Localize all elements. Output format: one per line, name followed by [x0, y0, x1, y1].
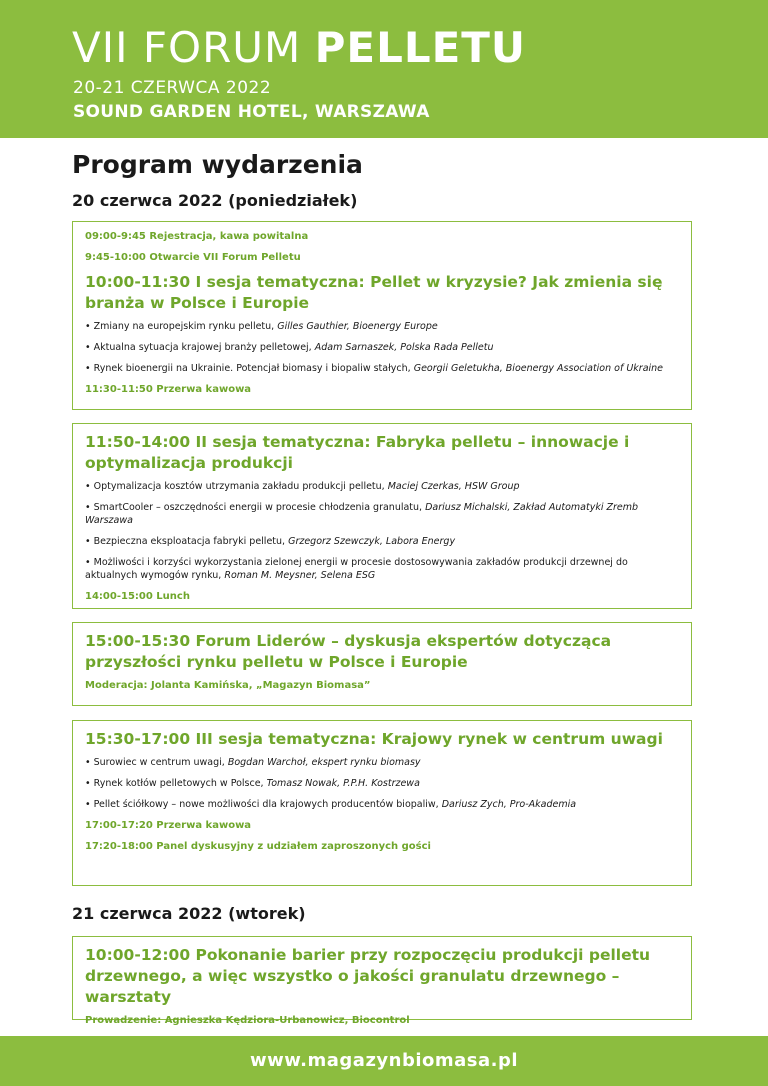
opening-line: 9:45-10:00 Otwarcie VII Forum Pelletu [85, 252, 301, 263]
talk-topic: • Optymalizacja kosztów utrzymania zakładu produkcji pelletu, [85, 481, 388, 492]
header-banner [0, 0, 768, 138]
event-dates: 20-21 CZERWCA 2022 [73, 78, 272, 98]
talk-speaker: Gilles Gauthier, Bioenergy Europe [277, 321, 438, 332]
talk-item [85, 480, 679, 493]
talk-topic: • Bezpieczna eksploatacja fabryki pelletu, [85, 536, 289, 547]
talk-item [85, 341, 679, 354]
session-3-title: 15:00-15:30 Forum Liderów – dyskusja ekspertów dotycząca przyszłości rynku pelletu w Polsce i Europie [85, 632, 612, 671]
talk-topic: • Zmiany na europejskim rynku pelletu, [85, 321, 278, 332]
session-1-title: 10:00-11:30 I sesja tematyczna: Pellet w kryzysie? Jak zmienia się branża w Polsce i Europie [85, 273, 663, 312]
talk-topic: • Aktualna sytuacja krajowej branży pelletowej, [85, 342, 315, 353]
talk-speaker: Tomasz Nowak, P.P.H. Kostrzewa [266, 778, 420, 789]
session-box-5 [72, 936, 692, 1026]
event-title [72, 24, 526, 72]
event-title-bold: PELLETU [314, 23, 527, 72]
talk-topic: • Rynek bioenergii na Ukrainie. Potencjał biomasy i biopaliw stałych, [85, 363, 414, 374]
session-box-3 [72, 622, 692, 706]
day1-label: 20 czerwca 2022 (poniedziałek) [72, 191, 358, 210]
talk-speaker: Maciej Czerkas, HSW Group [387, 481, 520, 492]
talk-speaker: Grzegorz Szewczyk, Labora Energy [288, 536, 456, 547]
footer-url[interactable]: www.magazynbiomasa.pl [0, 1036, 768, 1086]
talk-item [85, 756, 679, 769]
coffee-break-line: 17:00-17:20 Przerwa kawowa [85, 820, 252, 831]
session-box-2 [72, 423, 692, 609]
talk-topic: • SmartCooler – oszczędności energii w procesie chłodzenia granulatu, [85, 502, 426, 513]
event-title-light: VII FORUM [72, 23, 302, 72]
talk-speaker: Bogdan Warchoł, ekspert rynku biomasy [227, 757, 421, 768]
talk-topic: • Możliwości i korzyści wykorzystania zielonej energii w procesie dostosowywania zakładów produkcji drzewnej do aktualnych wymogów rynku, [85, 557, 628, 581]
talk-item [85, 777, 679, 790]
workshop-lead-line: Prowadzenie: Agnieszka Kędziora-Urbanowicz, Biocontrol [85, 1015, 410, 1026]
talk-topic: • Pellet ściółkowy – nowe możliwości dla krajowych producentów biopaliw, [85, 799, 442, 810]
session-box-1 [72, 221, 692, 410]
lunch-line: 14:00-15:00 Lunch [85, 591, 190, 602]
talk-topic: • Rynek kotłów pelletowych w Polsce, [85, 778, 267, 789]
panel-line: 17:20-18:00 Panel dyskusyjny z udziałem zaproszonych gości [85, 841, 431, 852]
registration-line: 09:00-9:45 Rejestracja, kawa powitalna [85, 231, 309, 242]
talk-topic: • Surowiec w centrum uwagi, [85, 757, 228, 768]
talk-speaker: Dariusz Zych, Pro-Akademia [441, 799, 577, 810]
talk-item [85, 556, 679, 582]
session-2-title: 11:50-14:00 II sesja tematyczna: Fabryka pelletu – innowacje i optymalizacja produkcji [85, 433, 630, 472]
session-box-4 [72, 720, 692, 886]
talk-speaker: Roman M. Meysner, Selena ESG [224, 570, 376, 581]
talk-item [85, 798, 679, 811]
talk-item [85, 535, 679, 548]
talk-speaker: Georgii Geletukha, Bioenergy Association of Ukraine [413, 363, 664, 374]
day2-label: 21 czerwca 2022 (wtorek) [72, 904, 306, 923]
event-venue: SOUND GARDEN HOTEL, WARSZAWA [73, 102, 430, 122]
talk-speaker: Adam Sarnaszek, Polska Rada Pelletu [314, 342, 494, 353]
moderation-line: Moderacja: Jolanta Kamińska, „Magazyn Biomasa” [85, 680, 371, 691]
coffee-break-line: 11:30-11:50 Przerwa kawowa [85, 384, 252, 395]
talk-speaker: Dariusz Michalski, Zakład Automatyki Zremb Warszawa [85, 502, 639, 526]
talk-item [85, 362, 679, 375]
program-title: Program wydarzenia [72, 150, 363, 179]
talk-item [85, 320, 679, 333]
workshop-title: 10:00-12:00 Pokonanie barier przy rozpoczęciu produkcji pelletu drzewnego, a więc wszystko o jakości granulatu drzewnego – warsztaty [85, 946, 651, 1006]
talk-item [85, 501, 679, 527]
session-4-title: 15:30-17:00 III sesja tematyczna: Krajowy rynek w centrum uwagi [85, 730, 663, 748]
